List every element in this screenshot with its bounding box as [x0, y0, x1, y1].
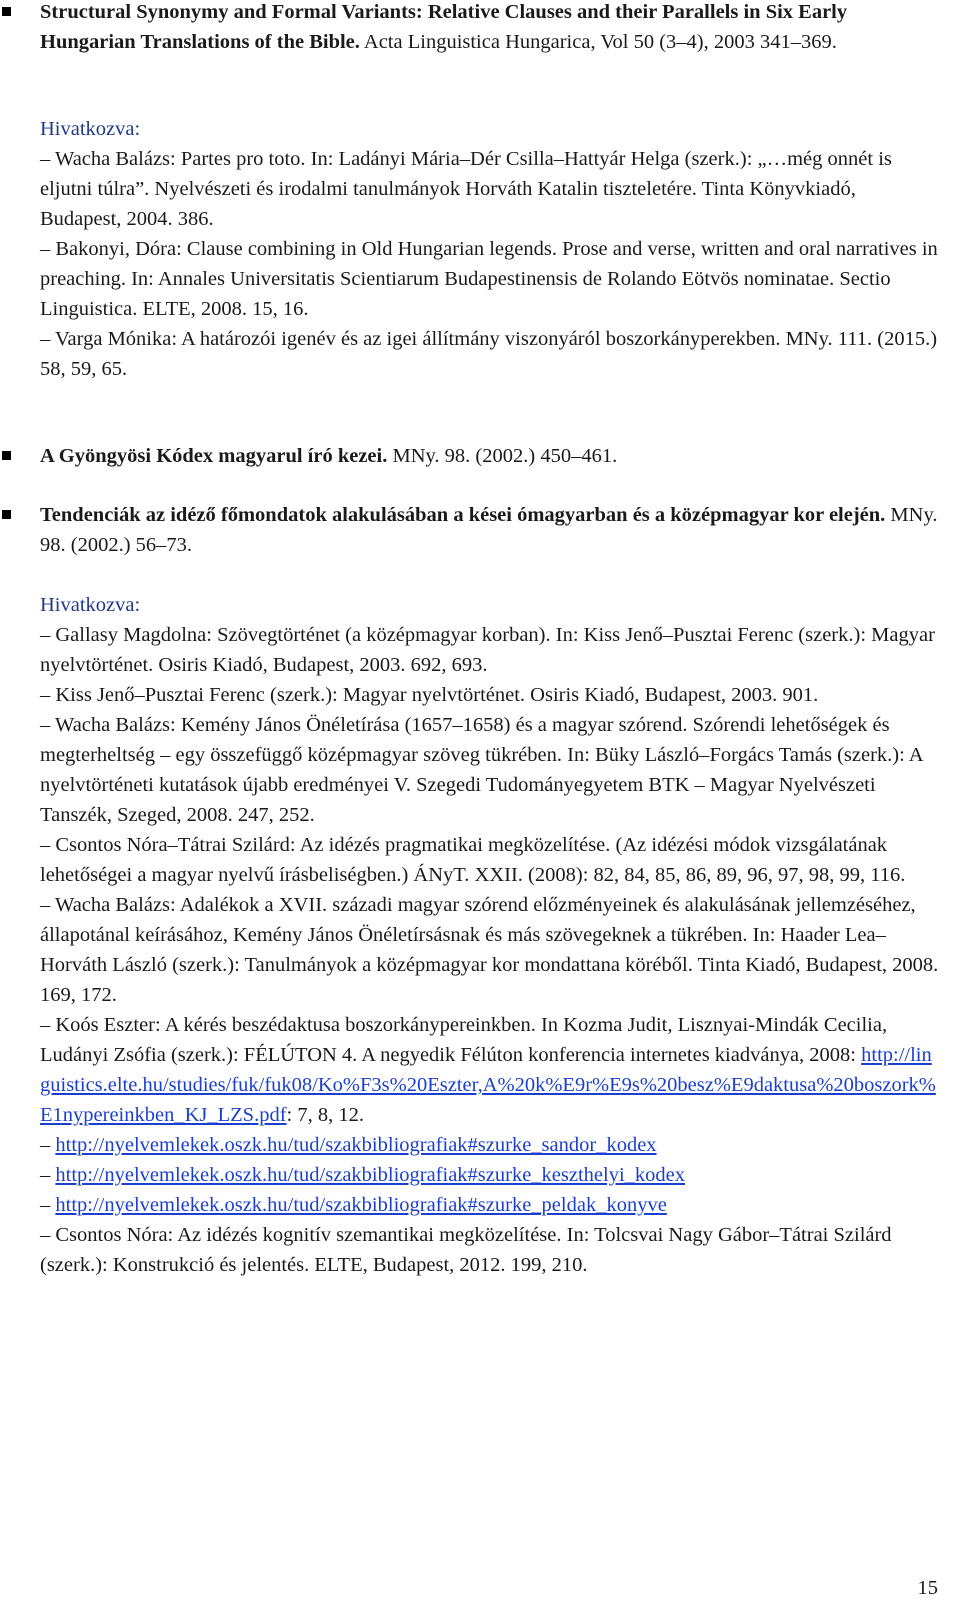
- citation-item: – Wacha Balázs: Adalékok a XVII. századi magyar szórend előzményeinek és alakulásának jellemzéséhez, állapotánal keírásához, Kemény János Önéletírsásnak és más szövegeknek a tükrében. In: Haader Lea–Horváth László (szerk.): Tanulmányok a középmagyar kor mondattana köréből. Tinta Kiadó, Budapest, 2008. 169, 172.: [40, 894, 939, 1006]
- citation-list: [40, 144, 940, 384]
- publication-title: Structural Synonymy and Formal Variants: Relative Clauses and their Parallels in Six Early Hungarian Translations of the Bible.: [40, 1, 848, 53]
- citation-item: – Csontos Nóra: Az idézés kognitív szemantikai megközelítése. In: Tolcsvai Nagy Gábor–Tátrai Szilárd (szerk.): Konstrukció és jelentés. ELTE, Budapest, 2012. 199, 210.: [40, 1224, 892, 1276]
- publication-citation: Acta Linguistica Hungarica, Vol 50 (3–4), 2003 341–369.: [359, 31, 837, 53]
- citation-item: [40, 1130, 940, 1160]
- dash: –: [40, 1194, 56, 1216]
- citation-text: – Koós Eszter: A kérés beszédaktusa boszorkánypereinkben. In Kozma Judit, Lisznyai-Mindák Cecilia, Ludányi Zsófia (szerk.): FÉLÚTON 4. A negyedik Félúton konferencia internetes kiadványa, 2008:: [40, 1014, 888, 1066]
- publication-entry: [40, 500, 940, 560]
- publication-citation: MNy. 98. (2002.) 56–73.: [40, 504, 938, 556]
- dash: –: [40, 1164, 56, 1186]
- publication-citation: MNy. 98. (2002.) 450–461.: [387, 445, 618, 467]
- citation-item: – Gallasy Magdolna: Szövegtörténet (a középmagyar korban). In: Kiss Jenő–Pusztai Ferenc (szerk.): Magyar nyelvtörténet. Osiris Kiadó, Budapest, 2003. 692, 693.: [40, 624, 935, 676]
- citation-item: [40, 1010, 940, 1130]
- publication-entry: [40, 441, 940, 471]
- publication-entry: [40, 0, 940, 57]
- citation-item: – Wacha Balázs: Partes pro toto. In: Ladányi Mária–Dér Csilla–Hattyár Helga (szerk.): „…még onnét is eljutni túlra”. Nyelvészeti és irodalmi tanulmányok Horváth Katalin tiszteletére. Tinta Könyvkiadó, Budapest, 2004. 386.: [40, 148, 892, 230]
- dash: –: [40, 1134, 56, 1156]
- cited-by-label: Hivatkozva:: [40, 594, 141, 616]
- bullet-icon: [2, 510, 11, 519]
- citation-link[interactable]: http://nyelvemlekek.oszk.hu/tud/szakbibliografiak#szurke_keszthelyi_kodex: [55, 1164, 686, 1186]
- cited-by-label: Hivatkozva:: [40, 118, 141, 140]
- citation-item: – Kiss Jenő–Pusztai Ferenc (szerk.): Magyar nyelvtörténet. Osiris Kiadó, Budapest, 2003. 901.: [40, 684, 819, 706]
- citation-link[interactable]: http://linguistics.elte.hu/studies/fuk/fuk08/Ko%F3s%20Eszter,A%20k%E9r%E9s%20besz%E9daktusa%20boszork%E1nypereinkben_KJ_LZS.pdf: [40, 1044, 936, 1126]
- citation-item: – Bakonyi, Dóra: Clause combining in Old Hungarian legends. Prose and verse, written and oral narratives in preaching. In: Annales Universitatis Scientiarum Budapestinensis de Rolando Eötvös nominatae. Sectio Linguistica. ELTE, 2008. 15, 16.: [40, 238, 938, 320]
- publication-title: A Gyöngyösi Kódex magyarul író kezei.: [40, 445, 388, 467]
- bullet-icon: [2, 451, 11, 460]
- citation-item: [40, 1190, 940, 1220]
- citation-item: – Csontos Nóra–Tátrai Szilárd: Az idézés pragmatikai megközelítése. (Az idézési módok vizsgálatának lehetőségei a magyar nyelvű írásbeliségben.) ÁNyT. XXII. (2008): 82, 84, 85, 86, 89, 96, 97, 98, 99, 116.: [40, 834, 906, 886]
- page-number: 15: [917, 1577, 938, 1599]
- citation-item: [40, 1160, 940, 1190]
- publication-title: Tendenciák az idéző főmondatok alakulásában a kései ómagyarban és a középmagyar kor elején.: [40, 504, 886, 526]
- citation-link[interactable]: http://nyelvemlekek.oszk.hu/tud/szakbibliografiak#szurke_sandor_kodex: [55, 1134, 657, 1156]
- citation-pages: : 7, 8, 12.: [286, 1104, 364, 1126]
- citation-item: – Wacha Balázs: Kemény János Önéletírása (1657–1658) és a magyar szórend. Szórendi lehetőségek és megterheltség – egy összefüggő középmagyar szöveg tükrében. In: Büky László–Forgács Tamás (szerk.): A nyelvtörténeti kutatások újabb eredményei V. Szegedi Tudományegyetem BTK – Magyar Nyelvészeti Tanszék, Szeged, 2008. 247, 252.: [40, 714, 923, 826]
- citation-link[interactable]: http://nyelvemlekek.oszk.hu/tud/szakbibliografiak#szurke_peldak_konyve: [55, 1194, 667, 1216]
- citation-item: – Varga Mónika: A határozói igenév és az igei állítmány viszonyáról boszorkányperekben. MNy. 111. (2015.) 58, 59, 65.: [40, 328, 938, 380]
- citation-list: [40, 620, 940, 1280]
- bullet-icon: [2, 7, 11, 16]
